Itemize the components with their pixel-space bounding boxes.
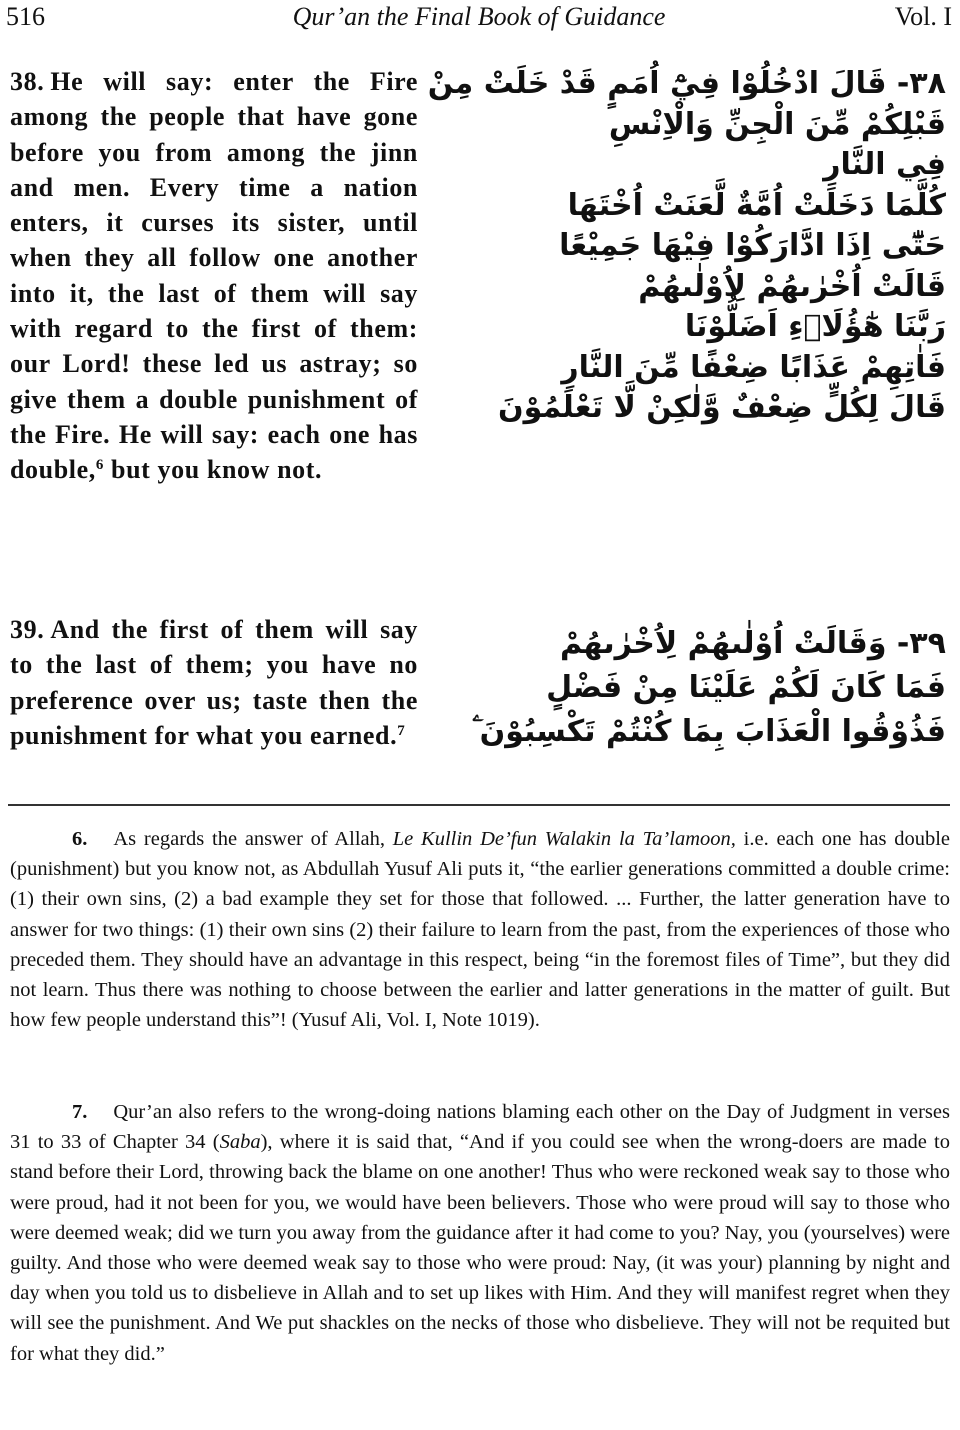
verse-text-continued: but you know not. [103,455,323,485]
footnote-text: As regards the answer of Allah, [113,828,393,850]
verse-text: And the first of them will say to the last of them; you have no preference over us; taste then the punishment for what you earned. [10,615,418,750]
footnote-ref[interactable]: 7 [397,722,406,739]
arabic-line: فِي النَّارِ [823,147,946,182]
arabic-line: ٣٨- قَالَ ادْخُلُوْا فِيْٓ اُمَمٍ قَدْ خَلَتْ مِنْ [427,66,946,101]
volume-label: Vol. I [894,2,952,31]
verse-number: 38. [10,67,45,96]
arabic-line: قَبْلِكُمْ مِّنَ الْجِنِّ وَالْاِنْسِ [608,106,946,142]
arabic-line: فَمَا كَانَ لَكُمْ عَلَيْنَا مِنْ فَضْلٍ [546,670,946,705]
arabic-line: فَاٰتِهِمْ عَذَابًا ضِعْفًا مِّنَ النَّارِ [561,349,946,385]
page-number: 516 [6,2,45,31]
footnote-divider [8,804,950,806]
verse-text: He will say: enter the Fire among the people that have gone before you from among the jinn and men. Every time a nation enters, it curses its sister, until when they all follow one another into it, the last of them will say with regard to the first of them: our Lord! these led us astray; so give them a double punishment of the Fire. He will say: each one has double, [10,67,418,485]
verse-number: 39. [10,615,45,644]
verse-38-translation [10,64,418,488]
arabic-line: ٣٩- وَقَالَتْ اُوْلٰىهُمْ لِاُخْرٰىهُمْ [560,626,946,661]
footnote-number: 7. [72,1101,88,1123]
arabic-line: فَذُوْقُوا الْعَذَابَ بِمَا كُنْتُمْ تَكْسِبُوْنَ ۧ [472,714,946,749]
footnote-italic: Saba [219,1131,261,1154]
footnote-text-continued: i.e. each one has double (punishment) but you know not, as Abdullah Yusuf Ali puts it, “the earlier generations committed a double crime: (1) their own sins, (2) a bad example they set for those that followed. ... Further, the latter generation have to answer for two things: (1) their own sins (2) their failure to learn from the past, from the experiences of those who preceded them. They should have an advantage in this respect, being “in the foremost files of Time”, but they did not learn. Thus there was nothing to choose between the earlier and latter generations in the matter of guilt. But how few people understand this”! (Yusuf Ali, Vol. I, Note 1019). [10,828,951,1032]
footnote-text: Qur’an also refers to the wrong-doing nations blaming each other on the Day of Judgment in verses 31 to 33 of Chapter 34 ( [10,1101,950,1154]
arabic-line: رَبَّنَا هٰٓؤُلَاۗءِ اَضَلُّوْنَا [684,309,946,344]
footnote-text-continued: ), where it is said that, “And if you could see when the wrong-doers are made to stand before their Lord, throwing back the blame on one another! Thus who were reckoned weak say to those who were proud, had it not been for you, we would have been believers. Those who were proud will say to those who were deemed weak; did we turn you away from the guidance after it had come to you? Nay, you (yourselves) were guilty. And those who were deemed weak say to those who were proud: Nay, (it was your) planning by night and day when you told us to disbelieve in Allah and to set up likes with Him. And they will manifest regret when they will see the punishment. And We put shackles on the necks of those who disbelieve. They will not be requited but for what they did.” [10,1131,950,1365]
arabic-line: كُلَّمَا دَخَلَتْ اُمَّةٌ لَّعَنَتْ اُخْتَهَا [567,187,946,223]
footnote-ref[interactable]: 6 [95,457,104,474]
arabic-line: قَالَ لِكُلٍّ ضِعْفٌ وَّلٰكِنْ لَّا تَعْلَمُوْنَ [498,390,946,425]
footnote-7 [10,1097,950,1369]
page-header [6,2,952,36]
footnote-number: 6. [72,828,88,850]
arabic-line: قَالَتْ اُخْرٰىهُمْ لِاُوْلٰىهُمْ [638,268,946,304]
book-title: Qur’an the Final Book of Guidance [292,2,666,31]
arabic-line: حَتّٰٓى اِذَا ادَّارَكُوْا فِيْهَا جَمِيْعًا [559,228,946,263]
verse-38-arabic [427,64,946,429]
verse-39-arabic [466,622,946,754]
verse-39-translation [10,612,418,753]
footnote-italic: Le Kullin De’fun Walakin la Ta’lamoon, [392,828,736,850]
footnote-6 [10,824,950,1035]
